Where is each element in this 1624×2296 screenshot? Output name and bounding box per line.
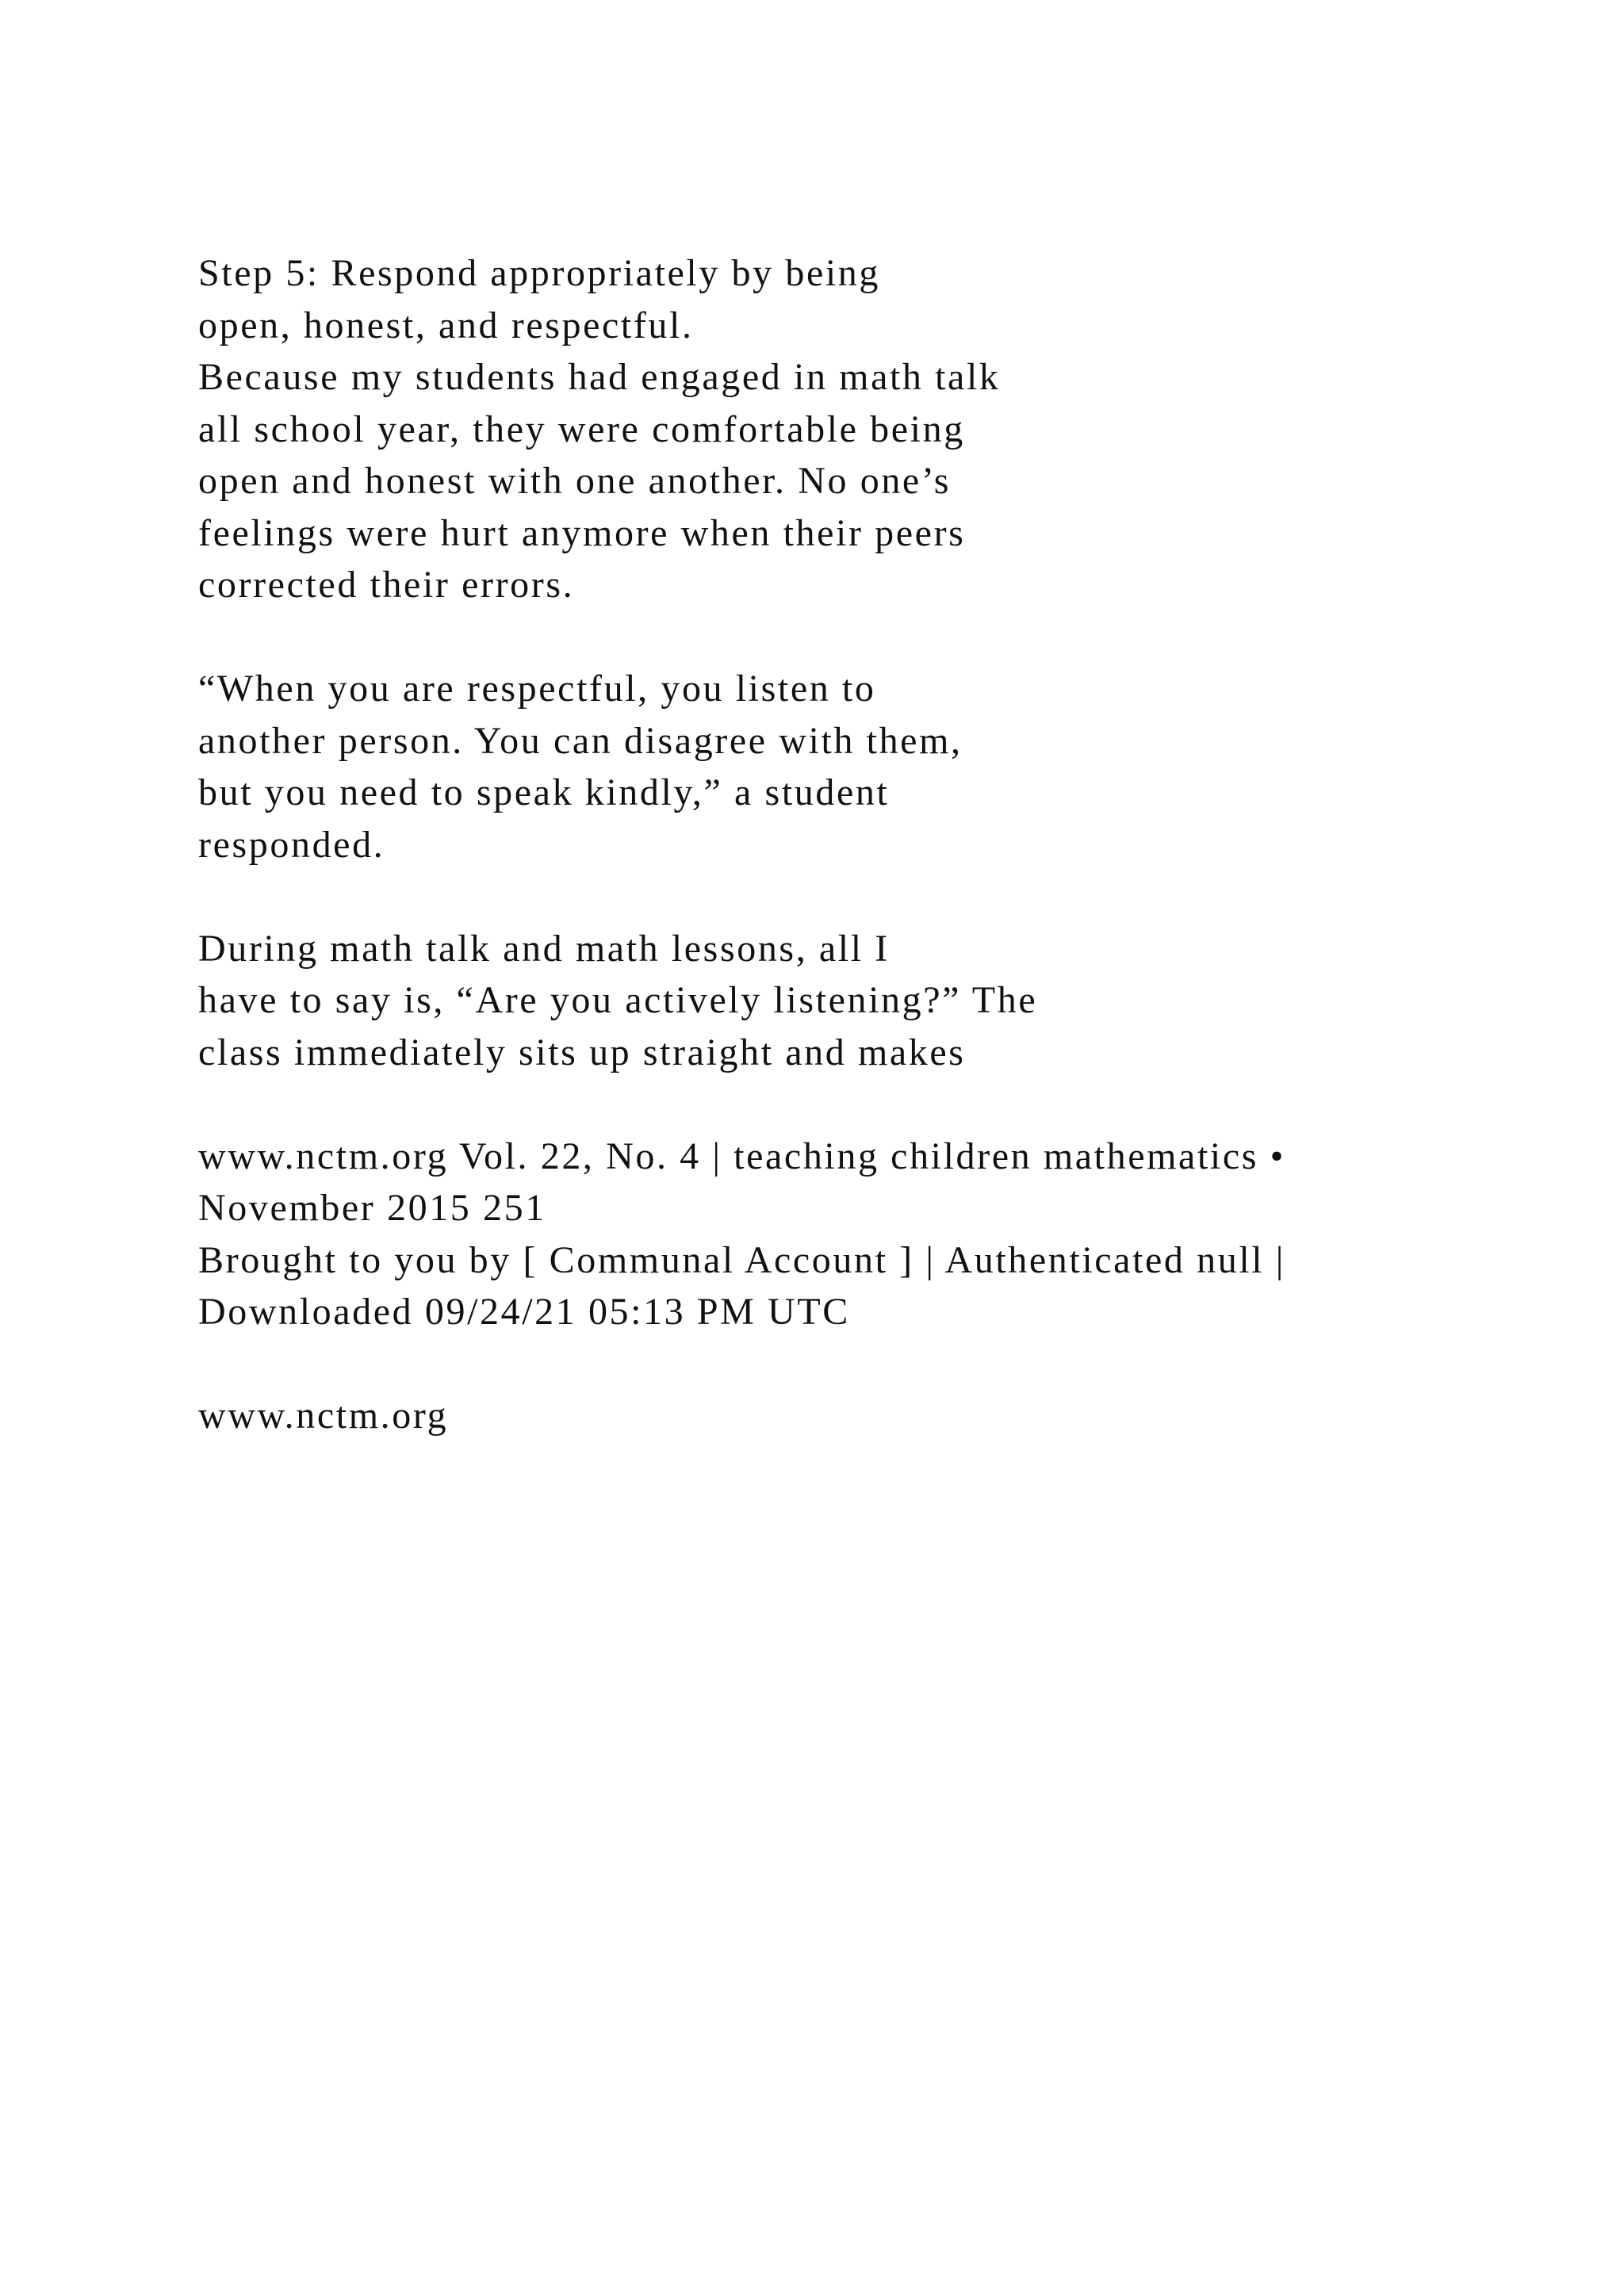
text-line: feelings were hurt anymore when their peers (198, 511, 966, 554)
footer-line: Brought to you by [ Communal Account ] | Authenticated null | (198, 1238, 1285, 1281)
footer-line: www.nctm.org Vol. 22, No. 4 | teaching children mathematics • (198, 1135, 1286, 1177)
text-line: all school year, they were comfortable being (198, 408, 965, 450)
footer-line: Downloaded 09/24/21 05:13 PM UTC (198, 1291, 850, 1333)
text-line: open and honest with one another. No one’s (198, 460, 952, 502)
document-body (198, 247, 1507, 1442)
page-footer (198, 1131, 1507, 1338)
text-line: Step 5: Respond appropriately by being (198, 252, 881, 294)
footer-line: November 2015 251 (198, 1187, 546, 1229)
text-line: class immediately sits up straight and makes (198, 1031, 966, 1073)
paragraph-spacer (198, 1338, 1507, 1391)
paragraph-spacer (198, 1078, 1507, 1131)
text-line: “When you are respectful, you listen to (198, 668, 876, 710)
paragraph-spacer (198, 611, 1507, 664)
active-listening-paragraph (198, 923, 1507, 1079)
step5-heading (198, 247, 1507, 351)
text-line: have to say is, “Are you actively listening?” The (198, 979, 1038, 1021)
paragraph-spacer (198, 871, 1507, 923)
text-line: Because my students had engaged in math talk (198, 356, 1001, 398)
step5-paragraph (198, 351, 1507, 611)
text-line: but you need to speak kindly,” a student (198, 771, 890, 813)
text-line: open, honest, and respectful. (198, 304, 694, 346)
footer-url: www.nctm.org (198, 1395, 449, 1437)
text-line: responded. (198, 823, 385, 866)
text-line: During math talk and math lessons, all I (198, 927, 890, 970)
text-line: corrected their errors. (198, 564, 575, 606)
text-line: another person. You can disagree with them, (198, 719, 963, 762)
student-quote (198, 663, 1507, 871)
